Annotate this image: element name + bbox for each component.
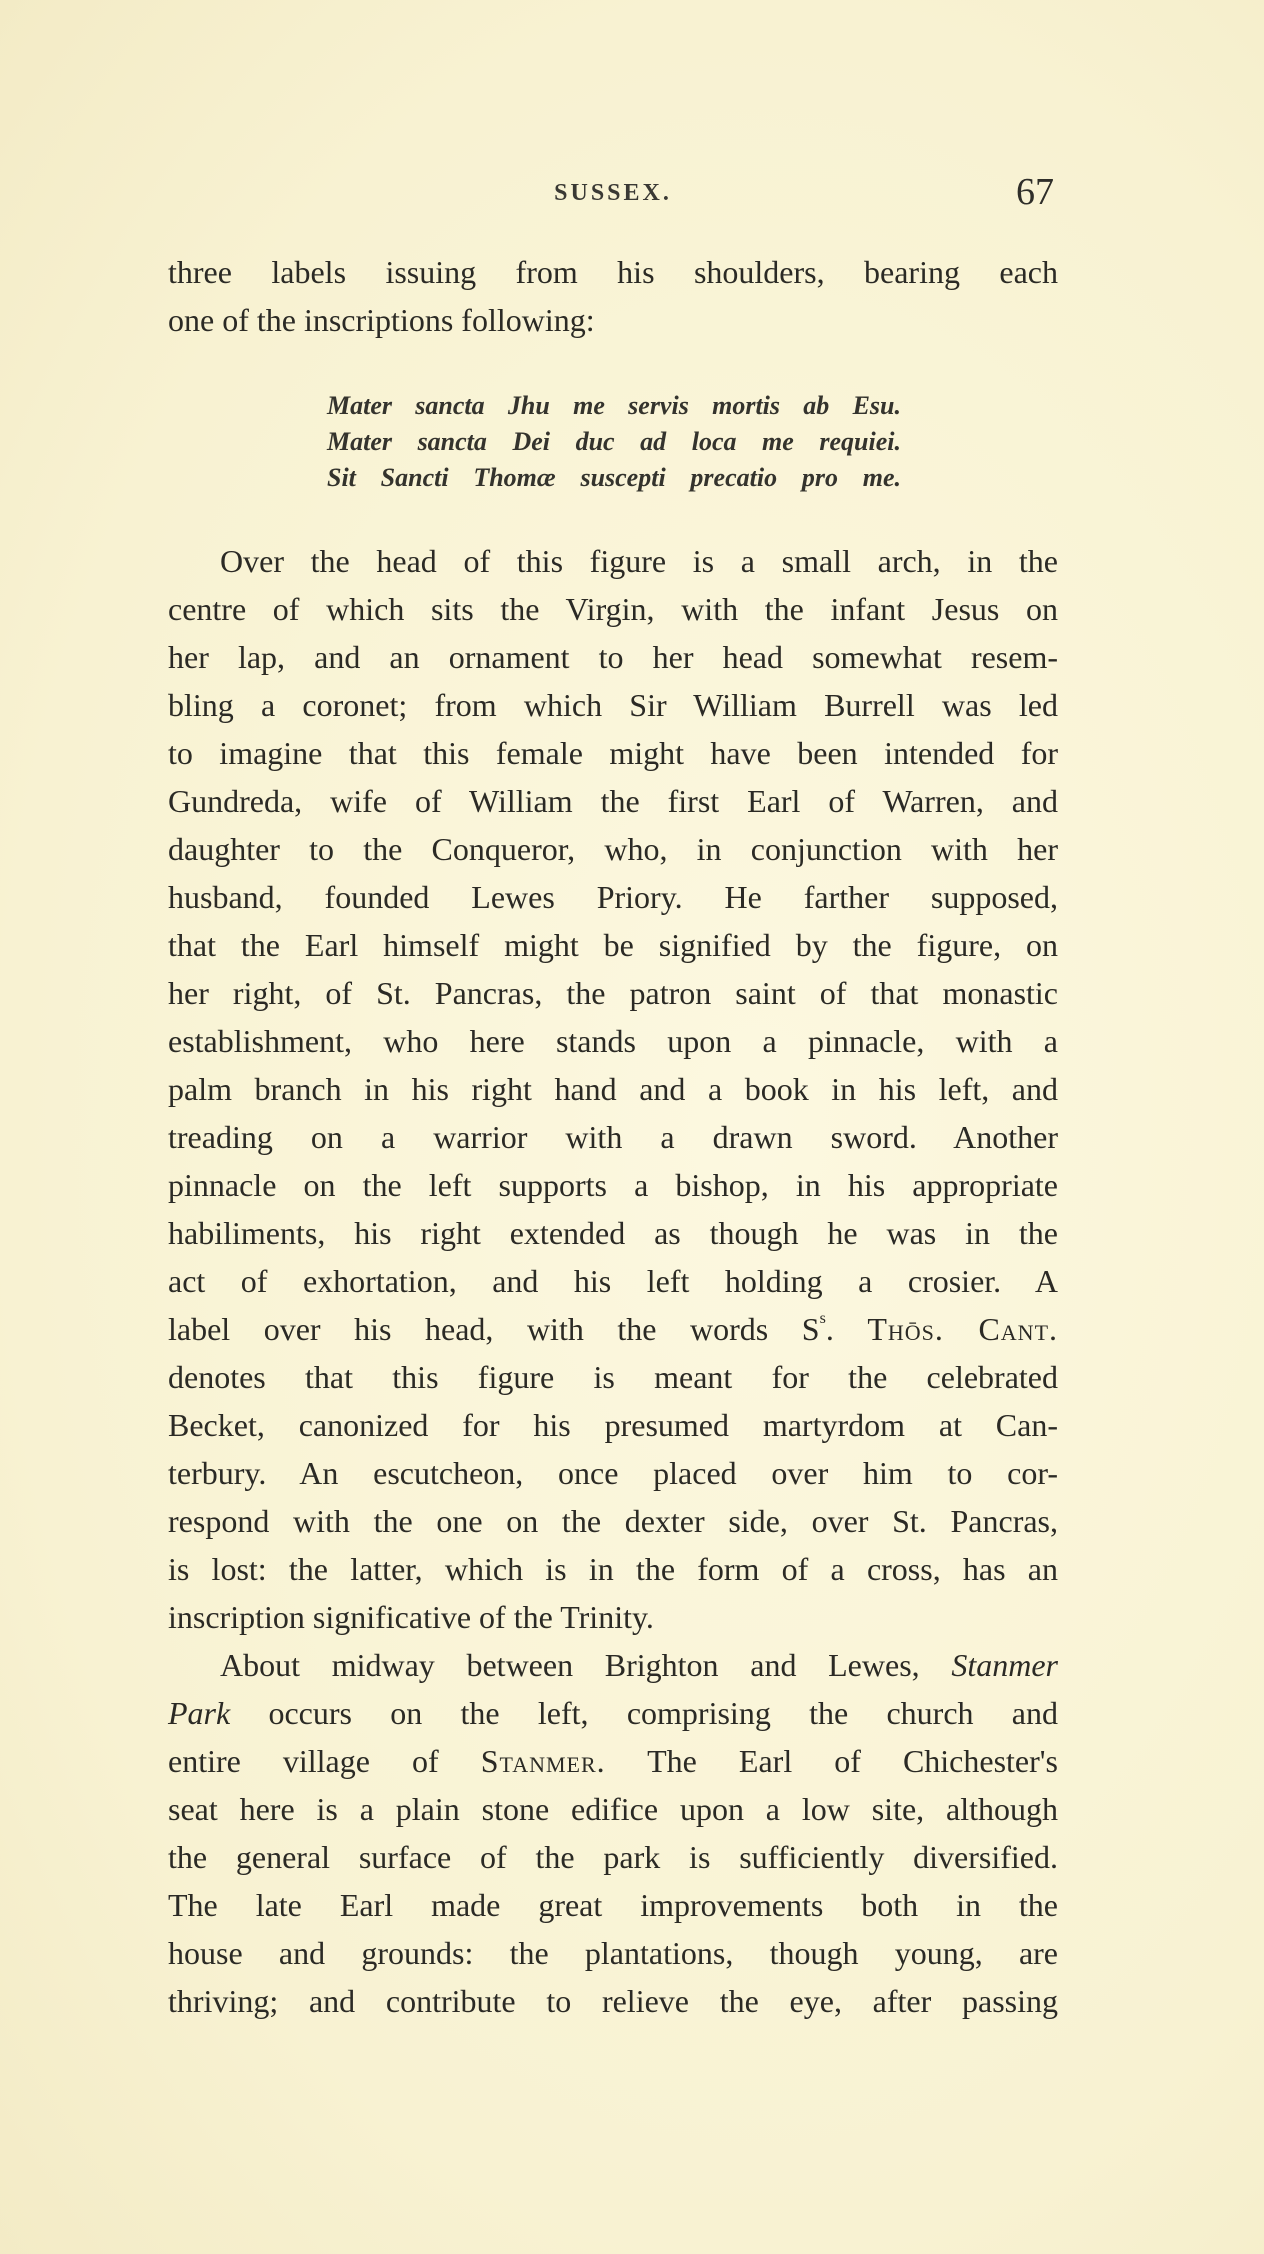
small-caps-text: Stanmer. <box>480 1743 606 1779</box>
inscription-line: Mater sancta Dei duc ad loca me requiei. <box>327 427 901 456</box>
text-span: establishment, who here stands upon a pinnacle, with a <box>168 1023 1058 1059</box>
text-span: Becket, canonized for his presumed martyrdom at Can- <box>168 1407 1058 1443</box>
text-span: husband, founded Lewes Priory. He farther supposed, <box>168 879 1058 915</box>
text-line <box>168 873 1058 921</box>
italic-text: Park <box>168 1695 231 1731</box>
text-line <box>168 1017 1058 1065</box>
text-span: Gundreda, wife of William the first Earl of Warren, and <box>168 783 1058 819</box>
inscription-line: Sit Sancti Thomæ suscepti precatio pro me. <box>327 463 901 492</box>
text-line <box>168 248 1058 296</box>
text-span: The Earl of Chichester's <box>605 1743 1059 1779</box>
text-line <box>168 969 1058 1017</box>
text-line <box>168 1881 1058 1929</box>
text-span: bling a coronet; from which Sir William Burrell was led <box>168 687 1058 723</box>
small-caps-text: Thōs. Cant. <box>867 1311 1059 1347</box>
intro-paragraph <box>168 248 1058 344</box>
text-span: . <box>825 1311 868 1347</box>
running-title: SUSSEX. <box>554 180 672 206</box>
text-span: denotes that this figure is meant for the celebrated <box>168 1359 1058 1395</box>
text-line <box>168 537 1058 585</box>
text-line <box>168 1449 1058 1497</box>
text-span: Over the head of this figure is a small arch, in the <box>220 543 1058 579</box>
text-span: habiliments, his right extended as though he was in the <box>168 1215 1058 1251</box>
superscript-text: s <box>819 1310 826 1327</box>
text-span: daughter to the Conqueror, who, in conjunction with her <box>168 831 1058 867</box>
text-line <box>168 296 1058 344</box>
text-line <box>168 1977 1058 2025</box>
text-line <box>168 1257 1058 1305</box>
text-line <box>168 1161 1058 1209</box>
body-text <box>168 537 1058 2025</box>
text-span: inscription significative of the Trinity. <box>168 1599 654 1635</box>
text-line <box>168 1785 1058 1833</box>
text-line <box>168 1929 1058 1977</box>
text-span: pinnacle on the left supports a bishop, in his appropriate <box>168 1167 1058 1203</box>
text-span: The late Earl made great improvements both in the <box>168 1887 1058 1923</box>
text-line <box>168 1497 1058 1545</box>
text-line <box>168 1593 1058 1641</box>
text-line <box>168 777 1058 825</box>
text-line <box>168 1641 1058 1689</box>
inscription-line: Mater sancta Jhu me servis mortis ab Esu. <box>327 391 901 420</box>
italic-text: Stanmer <box>951 1647 1058 1683</box>
text-span: house and grounds: the plantations, though young, are <box>168 1935 1058 1971</box>
text-span: to imagine that this female might have been intended for <box>168 735 1058 771</box>
text-span: About midway between Brighton and Lewes, <box>220 1647 952 1683</box>
page-number: 67 <box>1016 171 1054 213</box>
text-span: act of exhortation, and his left holding a crosier. A <box>168 1263 1058 1299</box>
text-span: treading on a warrior with a drawn sword. Another <box>168 1119 1058 1155</box>
text-line <box>168 1209 1058 1257</box>
text-line <box>168 1737 1058 1785</box>
text-line <box>168 729 1058 777</box>
text-line <box>168 921 1058 969</box>
running-head <box>168 170 1058 218</box>
text-span: the general surface of the park is sufficiently diversified. <box>168 1839 1058 1875</box>
text-span: S <box>801 1311 820 1347</box>
text-span: one of the inscriptions following: <box>168 302 595 338</box>
text-span: thriving; and contribute to relieve the eye, after passing <box>168 1983 1058 2019</box>
text-line <box>168 1353 1058 1401</box>
text-line <box>168 585 1058 633</box>
text-line <box>168 681 1058 729</box>
text-span: three labels issuing from his shoulders, bearing each <box>168 254 1058 290</box>
text-span: terbury. An escutcheon, once placed over him to cor- <box>168 1455 1058 1491</box>
text-span: respond with the one on the dexter side, over St. Pancras, <box>168 1503 1058 1539</box>
text-span: seat here is a plain stone edifice upon a low site, although <box>168 1791 1058 1827</box>
text-line <box>168 633 1058 681</box>
text-line <box>168 1833 1058 1881</box>
text-span: entire village of <box>168 1743 481 1779</box>
text-span: palm branch in his right hand and a book in his left, and <box>168 1071 1058 1107</box>
text-span: her lap, and an ornament to her head somewhat resem- <box>168 639 1058 675</box>
text-line <box>168 1689 1058 1737</box>
text-line <box>168 825 1058 873</box>
inscriptions-block <box>327 388 901 496</box>
text-span: occurs on the left, comprising the church and <box>230 1695 1058 1731</box>
text-span: centre of which sits the Virgin, with the infant Jesus on <box>168 591 1058 627</box>
text-span: her right, of St. Pancras, the patron saint of that monastic <box>168 975 1058 1011</box>
text-span: label over his head, with the words <box>168 1311 802 1347</box>
text-span: is lost: the latter, which is in the form of a cross, has an <box>168 1551 1058 1587</box>
text-line <box>168 1545 1058 1593</box>
text-line <box>168 1065 1058 1113</box>
text-line <box>168 1305 1058 1353</box>
text-line <box>168 1401 1058 1449</box>
text-line <box>168 1113 1058 1161</box>
text-span: that the Earl himself might be signified by the figure, on <box>168 927 1058 963</box>
